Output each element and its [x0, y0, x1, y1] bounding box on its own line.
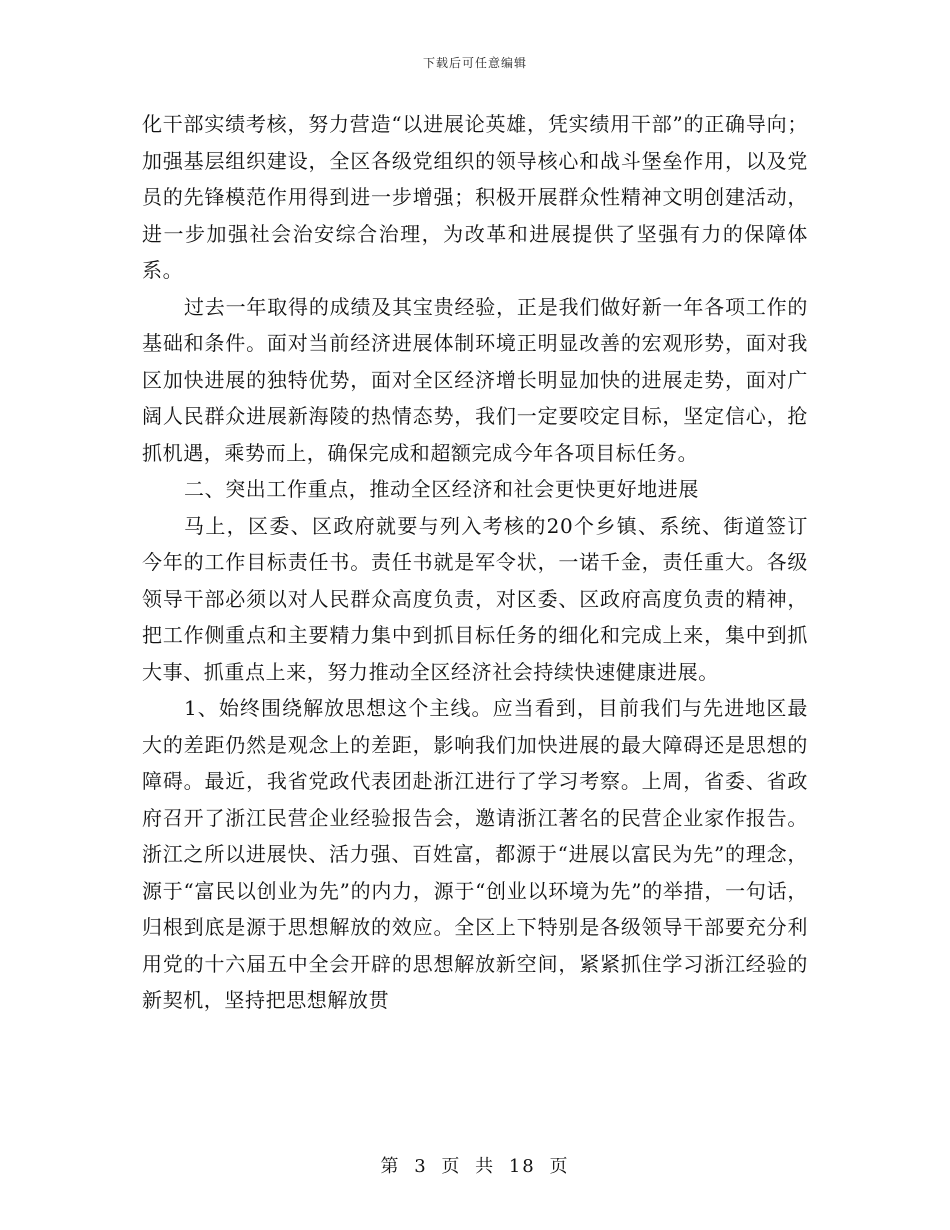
paragraph-experience: 过去一年取得的成绩及其宝贵经验，正是我们做好新一年各项工作的基础和条件。面对当前经济进展体制环境正明显改善的宏观形势，面对我区加快进展的独特优势，面对全区经济增长明显加快的进展走势，面对广阔人民群众进展新海陵的热情态势，我们一定要咬定目标，坚定信心，抢抓机遇，乘势而上，确保完成和超额完成今年各项目标任务。: [142, 294, 808, 465]
page-number-footer: 第 3 页 共 18 页: [380, 1156, 570, 1177]
page-header-note: 下载后可任意编辑: [422, 56, 527, 70]
paragraph-continuation: 化干部实绩考核，努力营造“以进展论英雄，凭实绩用干部”的正确导向；加强基层组织建设，全区各级党组织的领导核心和战斗堡垒作用，以及党员的先锋模范作用得到进一步增强；积极开展群众性精神文明创建活动，进一步加强社会治安综合治理，为改革和进展提供了坚强有力的保障体系。: [142, 112, 808, 282]
paragraph-responsibility: 马上，区委、区政府就要与列入考核的20个乡镇、系统、街道签订今年的工作目标责任书。责任书就是军令状，一诺千金，责任重大。各级领导干部必须以对人民群众高度负责，对区委、区政府高度负责的精神，把工作侧重点和主要精力集中到抓目标任务的细化和完成上来，集中到抓大事、抓重点上来，努力推动全区经济社会持续快速健康进展。: [142, 513, 808, 684]
paragraph-emancipation: 1、始终围绕解放思想这个主线。应当看到，目前我们与先进地区最大的差距仍然是观念上的差距，影响我们加快进展的最大障碍还是思想的障碍。最近，我省党政代表团赴浙江进行了学习考察。上周，省委、省政府召开了浙江民营企业经验报告会，邀请浙江著名的民营企业家作报告。浙江之所以进展快、活力强、百姓富，都源于“进展以富民为先”的理念，源于“富民以创业为先”的内力，源于“创业以环境为先”的举措，一句话，归根到底是源于思想解放的效应。全区上下特别是各级领导干部要充分利用党的十六届五中全会开辟的思想解放新空间，紧紧抓住学习浙江经验的新契机，坚持把思想解放贯: [142, 696, 808, 1012]
section-heading: 二、突出工作重点，推动全区经济和社会更快更好地进展: [184, 477, 699, 501]
document-body: [142, 106, 808, 1019]
